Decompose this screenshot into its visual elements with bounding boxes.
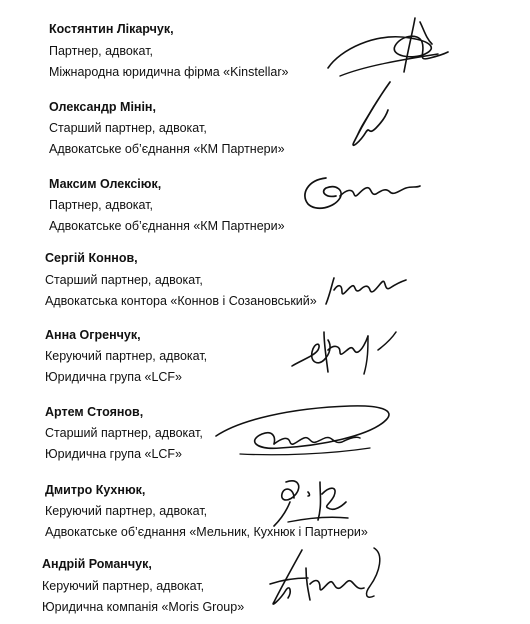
signatory-firm: Міжнародна юридична фірма «Kinstellar» [49,65,289,79]
signatory-firm: Адвокатське об’єднання «КМ Партнери» [49,219,285,233]
signatory-position: Керуючий партнер, адвокат, [42,579,205,593]
signature-icon [262,538,392,614]
signatory-block [0,390,530,468]
signatory-name: Артем Стоянов, [45,405,144,419]
signatory-block [0,234,530,312]
signatory-position: Старший партнер, адвокат, [49,121,207,135]
signature-icon [296,166,426,216]
signatory-block [0,78,530,156]
signatory-block [0,312,530,390]
signatory-name: Андрій Романчук, [42,557,152,571]
signature-icon [288,320,408,382]
signatory-name: Сергій Коннов, [45,251,138,265]
signatory-name: Дмитро Кухнюк, [45,483,146,497]
signatory-name: Максим Олексіюк, [49,177,162,191]
signatory-name: Анна Огренчук, [45,328,141,342]
signatory-firm: Адвокатська контора «Коннов і Созановський» [45,294,317,308]
signatory-firm: Адвокатське об’єднання «Мельник, Кухнюк і Партнери» [45,525,368,539]
signatory-block [0,0,530,78]
signatory-position: Партнер, адвокат, [49,44,154,58]
signature-icon [340,76,400,156]
signatory-firm: Юридична група «LCF» [45,370,183,384]
signature-icon [320,10,450,85]
signatory-position: Керуючий партнер, адвокат, [45,349,208,363]
signature-icon [210,396,400,466]
signatory-name: Олександр Мінін, [49,100,156,114]
signatory-firm: Юридична компанія «Moris Group» [42,600,245,614]
signatory-position: Партнер, адвокат, [49,198,154,212]
signatory-position: Старший партнер, адвокат, [45,426,203,440]
signatory-block [0,156,530,234]
signatory-name: Костянтин Лікарчук, [49,22,174,36]
signatory-firm: Адвокатське об’єднання «КМ Партнери» [49,142,285,156]
signatory-block [0,546,530,624]
signatory-block [0,468,530,546]
signature-icon [268,472,368,534]
signatory-firm: Юридична група «LCF» [45,447,183,461]
signatory-position: Керуючий партнер, адвокат, [45,504,208,518]
signature-icon [320,270,410,310]
signatory-position: Старший партнер, адвокат, [45,273,203,287]
